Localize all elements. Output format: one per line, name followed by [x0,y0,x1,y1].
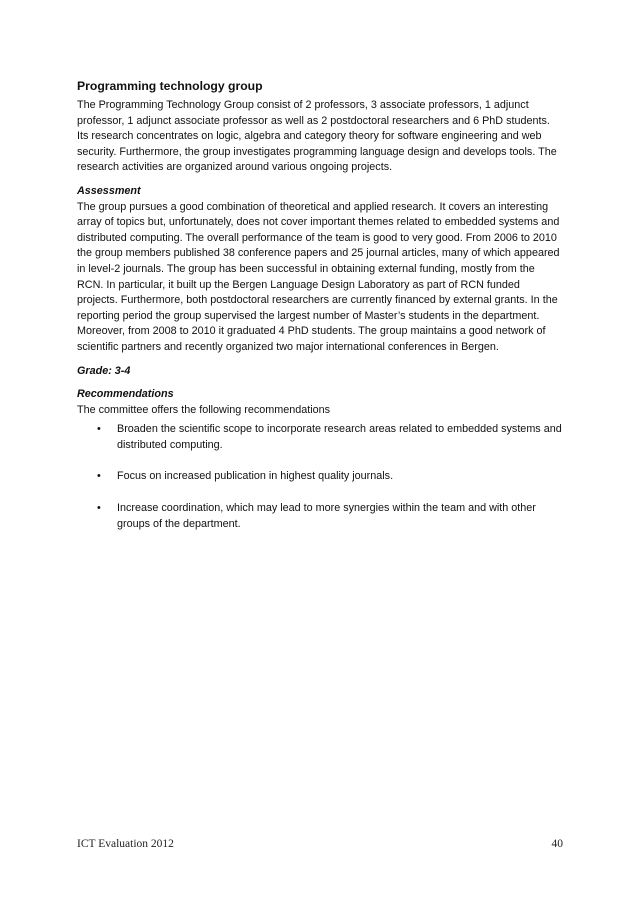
recommendation-text: Increase coordination, which may lead to more synergies within the team and with other groups of the department. [117,502,536,530]
recommendation-text: Focus on increased publication in highest quality journals. [117,470,394,483]
recommendations-list [77,422,563,532]
assessment-paragraph: The group pursues a good combination of theoretical and applied research. It covers an interesting array of topics but, unfortunately, does not cover important themes related to embedded systems and distributed computing. The overall performance of the team is good to very good. From 2006 to 2010 the group members published 38 conference papers and 25 journal articles, many of which appeared in level-2 journals. The group has been successful in obtaining external funding, mostly from the RCN. In particular, it built up the Bergen Language Design Laboratory as part of RCN funded projects. Furthermore, both postdoctoral researchers are currently financed by external grants. In the reporting period the group supervised the largest number of Master’s students in the department. Moreover, from 2008 to 2010 it graduated 4 PhD students. The group maintains a good network of scientific partners and recently organized two major international conferences in Bergen. [77,200,560,353]
grade-label: Grade: 3-4 [77,364,131,377]
page-content [77,78,563,548]
recommendation-text: Broaden the scientific scope to incorporate research areas related to embedded systems and distributed computing. [117,423,562,451]
recommendations-heading: Recommendations [77,388,174,401]
bullet-icon: • [97,470,101,483]
bullet-icon: • [97,502,101,515]
assessment-heading: Assessment [77,184,141,197]
footer-title: ICT Evaluation 2012 [77,838,174,850]
section-title: Programming technology group [77,79,263,93]
intro-paragraph: The Programming Technology Group consist of 2 professors, 3 associate professors, 1 adjunct professor, 1 adjunct associate professor as well as 2 postdoctoral researchers and 6 PhD students. Its research concentrates on logic, algebra and category theory for software engineering and web security. Furthermore, the group investigates programming language design and develops tools. The research activities are organized around various ongoing projects. [77,99,557,174]
list-item [77,469,563,485]
list-item [77,501,563,532]
page-number: 40 [551,838,563,850]
bullet-icon: • [97,423,101,436]
page-footer [77,838,563,854]
list-item [77,422,563,453]
recommendations-intro: The committee offers the following recommendations [77,403,331,416]
